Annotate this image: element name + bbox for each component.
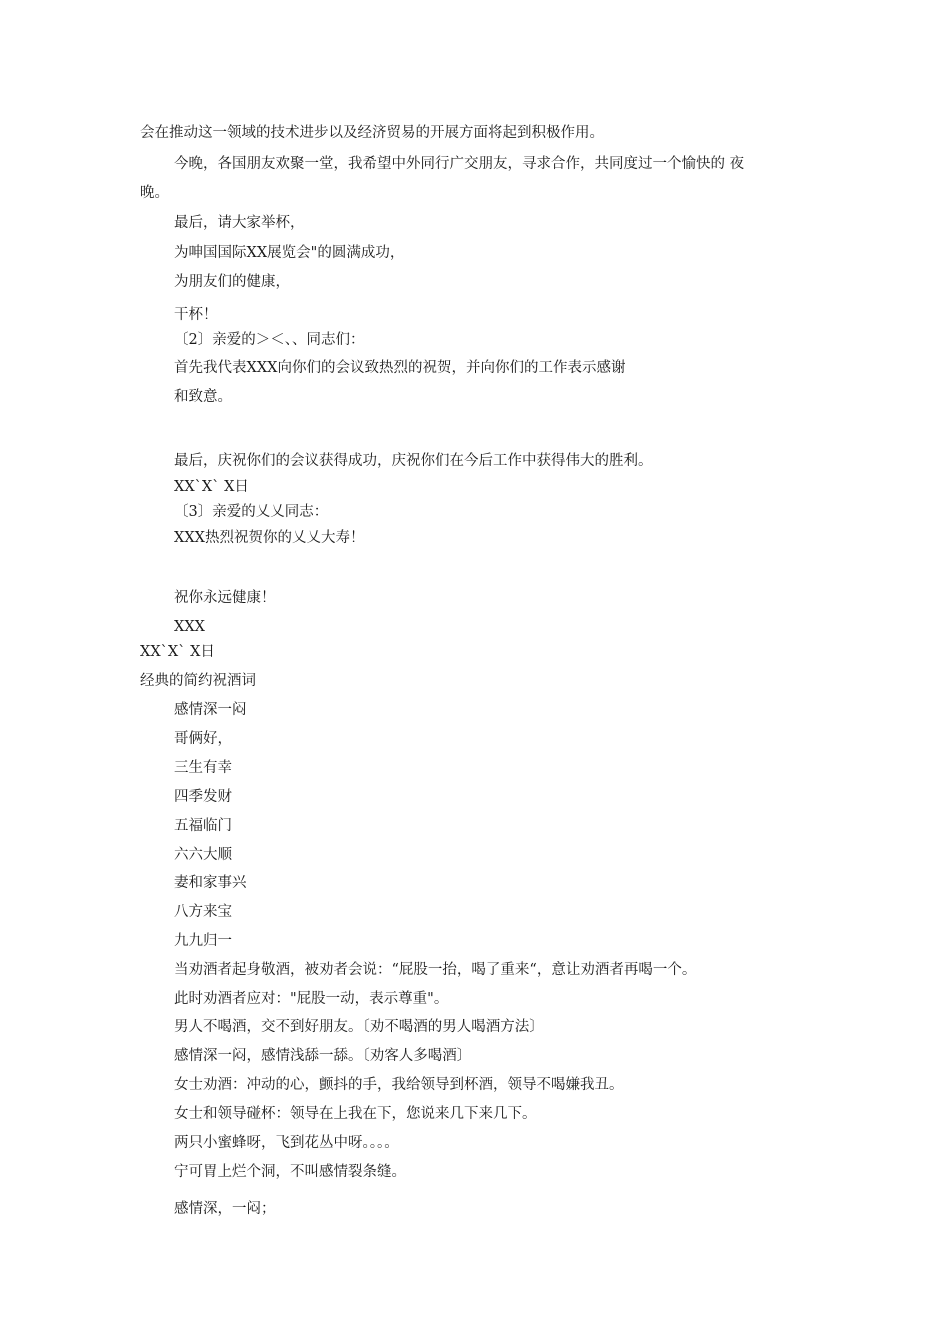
text-line: 两只小蜜蜂呀，飞到花丛中呀。。。。 [174,1135,399,1151]
signature-line: XXX [174,619,205,635]
text-line: 〔3〕亲爱的乂乂同志： [174,504,329,520]
text-line: 哥俩好， [174,731,232,747]
text-line: 四季发财 [174,789,232,805]
text-line: 女士和领导碰杯：领导在上我在下，您说来几下来几下。 [174,1106,537,1122]
text-line: 和致意。 [174,389,232,405]
text-line: 〔2〕亲爱的＞＜、、同志们： [174,332,365,348]
text-line: 感情深，一闷； [174,1201,276,1217]
text-line: 祝你永远健康！ [174,590,276,606]
text-line: 晚。 [140,185,169,201]
text-line: 八方来宝 [174,904,232,920]
date-line: XX`X` X日 [140,644,215,660]
text-line: 今晚，各国朋友欢聚一堂，我希望中外同行广交朋友，寻求合作，共同度过一个愉快的 夜 [174,156,745,172]
text-line: 男人不喝酒，交不到好朋友。〔劝不喝酒的男人喝酒方法〕 [174,1019,544,1035]
text-line: 最后，庆祝你们的会议获得成功，庆祝你们在今后工作中获得伟大的胜利。 [174,453,653,469]
date-line: XX`X` X日 [174,479,249,495]
section-heading: 经典的简约祝酒词 [140,673,256,689]
text-line: 干杯！ [174,307,218,323]
text-line: 感情深一闷 [174,702,247,718]
text-line: 会在推动这一领域的技术进步以及经济贸易的开展方面将起到积极作用。 [140,125,604,141]
text-line: 五福临门 [174,818,232,834]
text-line: 首先我代表XXX向你们的会议致热烈的祝贺，并向你们的工作表示感谢 [174,360,626,376]
text-line: 最后，请大家举杯， [174,215,305,231]
text-line: 三生有幸 [174,760,232,776]
text-line: 六六大顺 [174,847,232,863]
text-line: 女士劝酒：冲动的心，颤抖的手，我给领导到杯酒，领导不喝嫌我丑。 [174,1077,624,1093]
text-line: XXX热烈祝贺你的乂乂大寿！ [174,530,365,546]
text-line: 当劝酒者起身敬酒，被劝者会说：“屁股一抬，喝了重来“，意让劝酒者再喝一个。 [174,962,697,978]
text-line: 为朋友们的健康， [174,274,290,290]
text-line: 宁可胃上烂个洞，不叫感情裂条缝。 [174,1164,406,1180]
text-line: 感情深一闷，感情浅舔一舔。〔劝客人多喝酒〕 [174,1048,472,1064]
text-line: 此时劝酒者应对："屁股一动，表示尊重"。 [174,991,449,1007]
text-line: 妻和家事兴 [174,875,247,891]
text-line: 九九归一 [174,933,232,949]
text-line: 为呻国国际XX展览会"的圆满成功， [174,245,405,261]
